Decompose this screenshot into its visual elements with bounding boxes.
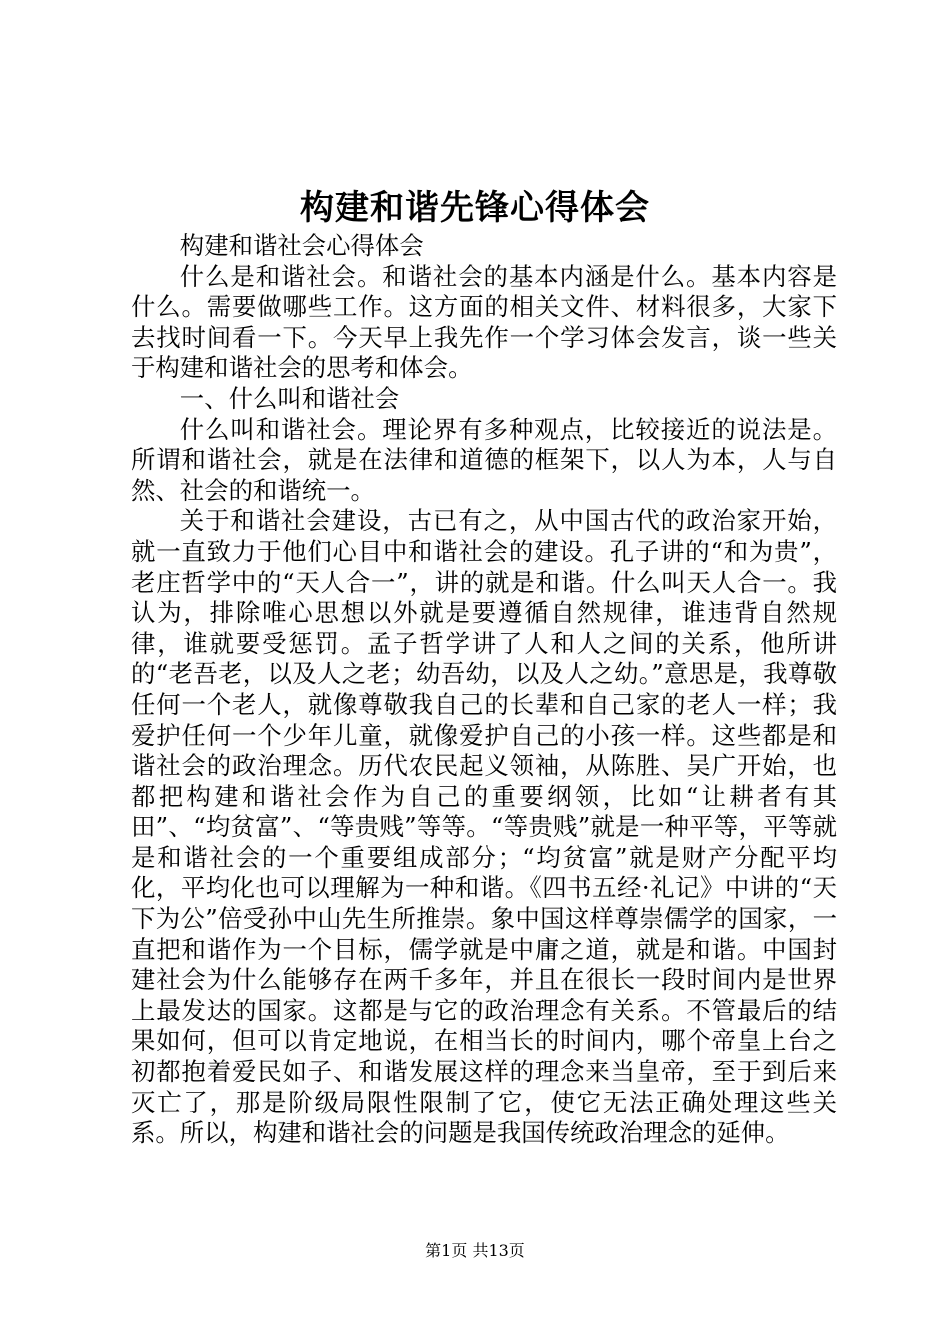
paragraph-intro: 什么是和谐社会。和谐社会的基本内涵是什么。基本内容是什么。需要做哪些工作。这方面的相关文件、材料很多，大家下去找时间看一下。今天早上我先作一个学习体会发言，谈一些关于构建和谐社会的思考和体会。 — [131, 261, 837, 383]
document-body — [131, 231, 837, 1149]
paragraph-definition: 什么叫和谐社会。理论界有多种观点，比较接近的说法是。所谓和谐社会，就是在法律和道德的框架下，以人为本，人与自然、社会的和谐统一。 — [131, 414, 837, 505]
paragraph-subtitle: 构建和谐社会心得体会 — [179, 231, 424, 260]
document-title: 构建和谐先锋心得体会 — [300, 188, 650, 228]
page-footer: 第1页 共13页 — [425, 1241, 525, 1260]
section-heading-1: 一、什么叫和谐社会 — [179, 383, 400, 413]
paragraph-history: 关于和谐社会建设，古已有之，从中国古代的政治家开始，就一直致力于他们心目中和谐社会的建设。孔子讲的“和为贵”，老庄哲学中的“天人合一”，讲的就是和谐。什么叫天人合一。我认为，排除唯心思想以外就是要遵循自然规律，谁违背自然规律，谁就要受惩罚。孟子哲学讲了人和人之间的关系，他所讲的“老吾老，以及人之老；幼吾幼，以及人之幼。”意思是，我尊敬任何一个老人，就像尊敬我自己的长辈和自己家的老人一样；我爱护任何一个少年儿童，就像爱护自己的小孩一样。这些都是和谐社会的政治理念。历代农民起义领袖，从陈胜、吴广开始，也都把构建和谐社会作为自己的重要纲领，比如“让耕者有其田”、“均贫富”、“等贵贱”等等。“等贵贱”就是一种平等，平等就是和谐社会的一个重要组成部分；“均贫富”就是财产分配平均化，平均化也可以理解为一种和谐。《四书五经·礼记》中讲的“天下为公”倍受孙中山先生所推崇。象中国这样尊崇儒学的国家，一直把和谐作为一个目标，儒学就是中庸之道，就是和谐。中国封建社会为什么能够存在两千多年，并且在很长一段时间内是世界上最发达的国家。这都是与它的政治理念有关系。不管最后的结果如何，但可以肯定地说，在相当长的时间内，哪个帝皇上台之初都抱着爱民如子、和谐发展这样的理念来当皇帝，至于到后来灭亡了，那是阶级局限性限制了它，使它无法正确处理这些关系。所以，构建和谐社会的问题是我国传统政治理念的延伸。 — [131, 506, 837, 1148]
